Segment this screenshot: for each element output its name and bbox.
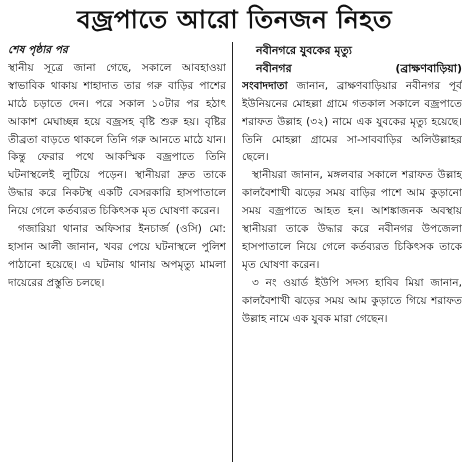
left-paragraph-1: স্থানীয় সূত্রে জানা গেছে, সকালে আবহাওয়া স্বাভাবিক থাকায় শাহাদাত তার গরু বাড়ির পাশের মাঠে চড়াতে দেন। পরে সকাল ১০টার পর হঠাৎ আকাশ মেঘাচ্ছন্ন হয়ে বজ্রসহ বৃষ্টি শুরু হয়। বৃষ্টির তীব্রতা বাড়তে থাকলে তিনি গরু আনতে মাঠে যান। কিন্তু ফেরার পথে আকস্মিক বজ্রপাতে তিনি ঘটনাস্থলেই লুটিয়ে পড়েন। স্থানীয়রা দ্রুত তাকে উদ্ধার করে নিকটস্থ একটি বেসরকারি হাসপাতালে নিয়ে গেলে কর্তব্যরত চিকিৎসক মৃত ঘোষণা করেন। bbox=[8, 61, 226, 218]
column-divider bbox=[232, 42, 233, 462]
left-column bbox=[8, 42, 226, 466]
headline: বজ্রপাতে আরো তিনজন নিহত bbox=[76, 5, 393, 34]
continued-label: শেষ পৃষ্ঠার পর bbox=[8, 44, 68, 56]
right-paragraph-1-text: জানান, ব্রাক্ষণবাড়িয়ার নবীনগর পূর্ব ইউনিয়নের মোহল্লা গ্রামে গতকাল সকালে বজ্রপাতে শরাফত উল্লাহ (৩২) নামে এক যুবকের মৃত্যু হয়েছে। তিনি মোহল্লা গ্রামের সা-সাববাড়ির অলিউল্লাহর ছেলে। bbox=[242, 79, 462, 164]
dateline-place: নবীনগর bbox=[256, 61, 292, 75]
dateline bbox=[242, 60, 462, 78]
dateline-district: (ব্রাক্ষণবাড়িয়া) bbox=[395, 61, 462, 75]
subheading: নবীনগরে যুবকের মৃত্যু bbox=[256, 44, 352, 57]
right-paragraph-1 bbox=[242, 78, 462, 168]
left-paragraph-2: গজারিয়া থানার অফিসার ইনচার্জ (ওসি) মো: হাসান আলী জানান, খবর পেয়ে ঘটনাস্থলে পুলিশ পাঠানো হয়েছে। এ ঘটনায় থানায় অপমৃত্যু মামলা দায়েরের প্রস্তুতি চলছে। bbox=[8, 223, 226, 289]
right-paragraph-2: স্থানীয়রা জানান, মঙ্গলবার সকালে শরাফত উল্লাহ কালবৈশাখী ঝড়ের সময় বাড়ির পাশে আম কুড়ানো সময় বজ্রপাতে আহত হন। আশঙ্কাজনক অবস্থায় স্থানীয়রা তাকে উদ্ধার করে নবীনগর উপজেলা হাসপাতালে নিয়ে গেলে কর্তব্যরত চিকিৎসক তাকে মৃত ঘোষণা করেন। bbox=[242, 169, 462, 271]
byline: সংবাদদাতা bbox=[242, 79, 288, 92]
right-column bbox=[242, 42, 462, 466]
right-paragraph-3: ৩ নং ওয়ার্ড ইউপি সদস্য হাবিব মিয়া জানান, কালবৈশাখী ঝড়ের সময় আম কুড়াতে গিয়ে শরাফত উল্লাহ নামে এক যুবক মারা গেছেন। bbox=[242, 276, 462, 325]
